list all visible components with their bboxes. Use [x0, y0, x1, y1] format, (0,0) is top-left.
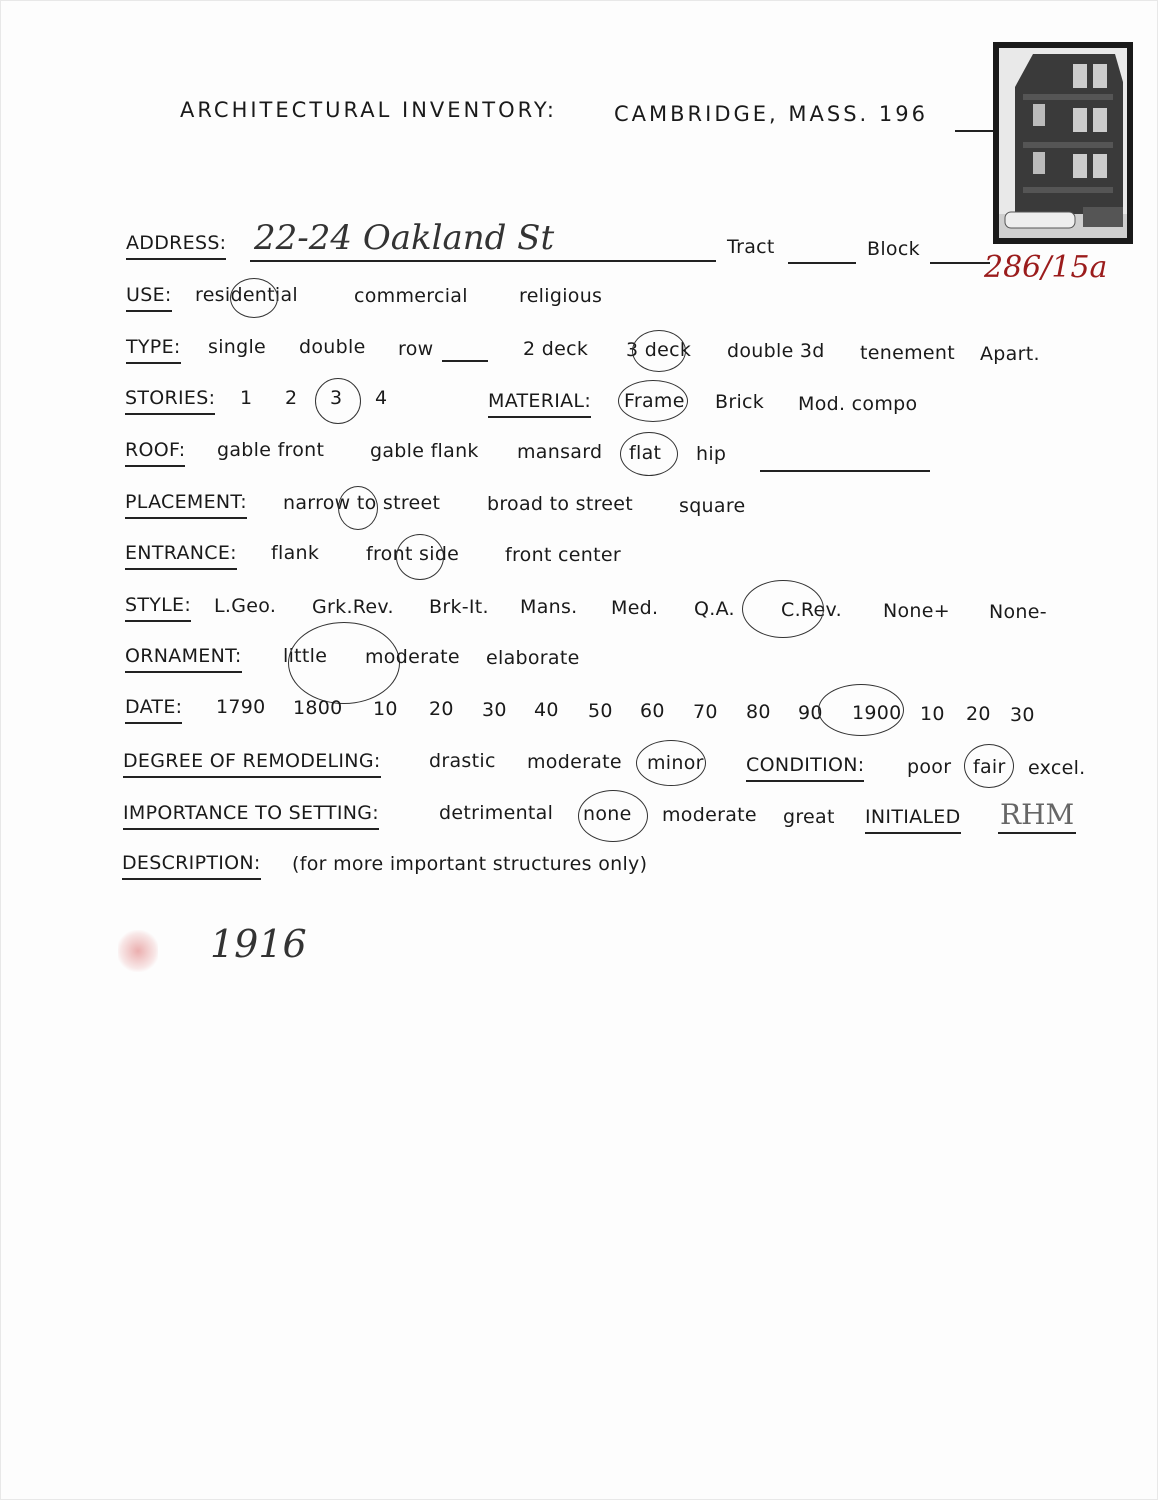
type-row: row — [398, 338, 434, 360]
date-1800: 1800 — [293, 697, 343, 719]
stories-label: STORIES: — [125, 387, 215, 415]
style-qa: Q.A. — [694, 598, 735, 620]
type-tenement: tenement — [860, 342, 955, 364]
style-brk-it: Brk-It. — [429, 596, 489, 618]
initialed-value: RHM — [1000, 798, 1075, 831]
remodeling-drastic: drastic — [429, 750, 496, 772]
red-mark — [118, 930, 158, 972]
stories-1: 1 — [240, 387, 253, 409]
importance-detrimental: detrimental — [439, 802, 554, 824]
placement-label: PLACEMENT: — [125, 491, 247, 519]
use-religious: religious — [519, 285, 603, 307]
address-value: 22-24 Oakland St — [254, 218, 555, 258]
date-1930: 30 — [1010, 704, 1035, 726]
date-1920: 20 — [966, 703, 991, 725]
description-label: DESCRIPTION: — [122, 852, 261, 880]
fair-circle — [964, 744, 1014, 788]
use-residential: residential — [195, 284, 299, 306]
roof-gable-flank: gable flank — [370, 440, 479, 462]
material-mod-compo: Mod. compo — [798, 393, 918, 415]
stories-3-circle — [315, 378, 361, 424]
block-line — [930, 262, 990, 264]
condition-excel: excel. — [1028, 757, 1086, 779]
flat-circle — [620, 432, 678, 476]
type-double-3d: double 3d — [727, 340, 825, 362]
date-10: 10 — [373, 698, 398, 720]
address-label: ADDRESS: — [126, 232, 226, 260]
address-line — [250, 260, 716, 262]
form-title: ARCHITECTURAL INVENTORY: — [180, 98, 557, 122]
residential-circle — [230, 278, 278, 318]
roof-other-blank — [760, 470, 930, 472]
roof-gable-front: gable front — [217, 439, 325, 461]
date-60: 60 — [640, 700, 665, 722]
form-location: CAMBRIDGE, MASS. 196 — [614, 102, 928, 126]
house-photo-icon — [993, 42, 1133, 244]
date-label: DATE: — [125, 696, 182, 724]
3-deck-circle — [632, 330, 686, 372]
front-side-circle — [396, 534, 444, 580]
entrance-front-center: front center — [505, 544, 621, 566]
type-label: TYPE: — [126, 336, 181, 364]
entrance-flank: flank — [271, 542, 320, 564]
roof-hip: hip — [696, 443, 727, 465]
date-1910: 10 — [920, 703, 945, 725]
year-blank — [955, 130, 995, 132]
style-none-plus: None+ — [883, 600, 950, 622]
block-label: Block — [867, 238, 920, 260]
use-commercial: commercial — [354, 285, 468, 307]
date-90: 90 — [798, 702, 823, 724]
row-blank — [442, 360, 488, 362]
date-1790: 1790 — [216, 696, 266, 718]
placement-narrow: narrow to street — [283, 492, 441, 514]
type-2-deck: 2 deck — [523, 338, 589, 360]
tract-label: Tract — [727, 236, 775, 258]
style-none-minus: None- — [989, 601, 1047, 623]
ornament-little: little — [283, 645, 328, 667]
ornament-moderate: moderate — [365, 646, 460, 668]
style-label: STYLE: — [125, 594, 191, 622]
type-double: double — [299, 336, 366, 358]
date-circle — [818, 684, 904, 736]
condition-poor: poor — [907, 756, 952, 778]
minor-circle — [636, 740, 706, 786]
roof-flat: flat — [629, 442, 662, 464]
roof-label: ROOF: — [125, 439, 185, 467]
ornament-label: ORNAMENT: — [125, 645, 242, 673]
description-note: (for more important structures only) — [292, 853, 648, 875]
use-label: USE: — [126, 284, 172, 312]
remodeling-minor: minor — [647, 752, 704, 774]
roof-mansard: mansard — [517, 441, 603, 463]
date-20: 20 — [429, 698, 454, 720]
ornament-elaborate: elaborate — [486, 647, 580, 669]
none-circle — [578, 790, 648, 842]
frame-circle — [618, 380, 688, 422]
importance-none: none — [583, 803, 632, 825]
type-single: single — [208, 336, 267, 358]
style-c-rev: C.Rev. — [781, 599, 842, 621]
remodeling-label: DEGREE OF REMODELING: — [123, 750, 381, 778]
date-70: 70 — [693, 701, 718, 723]
stories-3: 3 — [330, 387, 343, 409]
importance-great: great — [783, 806, 835, 828]
date-50: 50 — [588, 700, 613, 722]
style-med: Med. — [611, 597, 659, 619]
building-photo — [993, 42, 1133, 244]
importance-label: IMPORTANCE TO SETTING: — [123, 802, 379, 830]
entrance-front-side: front side — [366, 543, 460, 565]
importance-moderate: moderate — [662, 804, 757, 826]
condition-label: CONDITION: — [746, 754, 864, 782]
material-label: MATERIAL: — [488, 390, 591, 418]
narrow-circle — [338, 486, 378, 530]
style-grk-rev: Grk.Rev. — [312, 596, 394, 618]
type-3-deck: 3 deck — [626, 339, 692, 361]
condition-fair: fair — [973, 756, 1006, 778]
placement-square: square — [679, 495, 746, 517]
remodeling-moderate: moderate — [527, 751, 622, 773]
placement-broad: broad to street — [487, 493, 634, 515]
type-apart: Apart. — [980, 343, 1040, 365]
qa-crev-circle — [742, 580, 824, 638]
date-40: 40 — [534, 699, 559, 721]
date-1900: 1900 — [852, 702, 902, 724]
material-brick: Brick — [715, 391, 765, 413]
stories-2: 2 — [285, 387, 298, 409]
stories-4: 4 — [375, 387, 388, 409]
initialed-label: INITIALED — [865, 806, 961, 834]
date-80: 80 — [746, 701, 771, 723]
initialed-line — [998, 832, 1076, 834]
block-value: 286/15a — [984, 250, 1108, 285]
date-30: 30 — [482, 699, 507, 721]
description-handwritten: 1916 — [210, 922, 307, 966]
material-frame: Frame — [624, 390, 685, 412]
style-l-geo: L.Geo. — [214, 595, 277, 617]
tract-line — [788, 262, 856, 264]
entrance-label: ENTRANCE: — [125, 542, 237, 570]
style-mans: Mans. — [520, 596, 578, 618]
